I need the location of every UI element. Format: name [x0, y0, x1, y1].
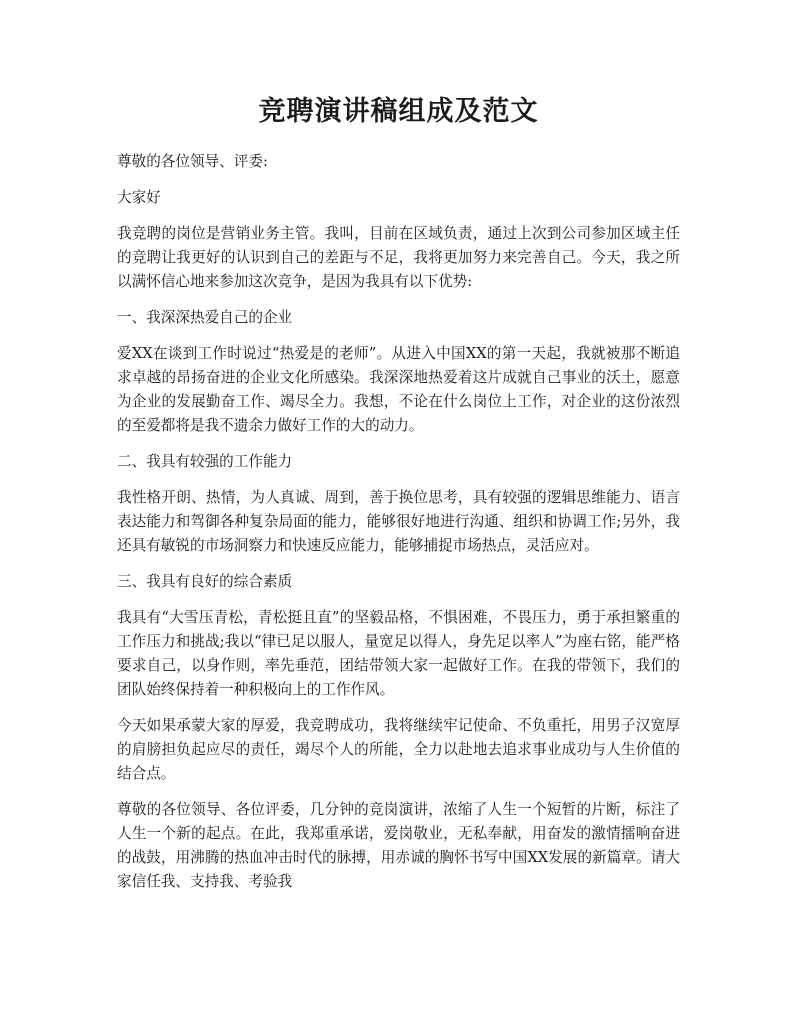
- section-heading-1: 一、我深深热爱自己的企业: [117, 309, 293, 326]
- section-heading-3: 三、我具有良好的综合素质: [117, 573, 293, 590]
- section-body-3: 我具有“大雪压青松，青松挺且直”的坚毅品格，不惧困难，不畏压力，勇于承担繁重的工作压力和挑战;我以“律已足以服人，量宽足以得人，身先足以率人”为座右铭，能严格要求自己，以身作则，率先垂范，团结带领大家一起做好工作。在我的带领下，我们的团队始终保持着一种积极向上的工作作风。: [117, 609, 680, 698]
- document-title: 竞聘演讲稿组成及范文: [258, 96, 539, 127]
- commitment-paragraph: 今天如果承蒙大家的厚爱，我竞聘成功，我将继续牢记使命、不负重托，用男子汉宽厚的肩膀担负起应尽的责任，竭尽个人的所能，全力以赴地去追求事业成功与人生价值的结合点。: [117, 717, 680, 782]
- greeting: 尊敬的各位领导、评委:: [117, 153, 268, 170]
- salutation: 大家好: [117, 189, 161, 206]
- section-body-1: 爱XX在谈到工作时说过“热爱是的老师”。从进入中国XX的第一天起，我就被那不断追求卓越的昂扬奋进的企业文化所感染。我深深地热爱着这片成就自己事业的沃土，愿意为企业的发展勤奋工作、竭尽全力。我想，不论在什么岗位上工作，对企业的这份浓烈的至爱都将是我不遗余力做好工作的大的动力。: [117, 345, 680, 434]
- section-heading-2: 二、我具有较强的工作能力: [117, 453, 293, 470]
- closing-paragraph: 尊敬的各位领导、各位评委，几分钟的竞岗演讲，浓缩了人生一个短暂的片断，标注了人生一个新的起点。在此，我郑重承诺，爱岗敬业，无私奉献，用奋发的激情擂响奋进的战鼓，用沸腾的热血冲击时代的脉搏，用赤诚的胸怀书写中国XX发展的新篇章。请大家信任我、支持我、考验我: [117, 801, 680, 890]
- section-body-2: 我性格开朗、热情，为人真诚、周到，善于换位思考，具有较强的逻辑思维能力、语言表达能力和驾御各种复杂局面的能力，能够很好地进行沟通、组织和协调工作;另外，我还具有敏锐的市场洞察力和快速反应能力，能够捕捉市场热点，灵活应对。: [117, 489, 680, 554]
- intro-paragraph: 我竞聘的岗位是营销业务主管。我叫，目前在区域负责，通过上次到公司参加区域主任的竞聘让我更好的认识到自己的差距与不足，我将更加努力来完善自己。今天，我之所以满怀信心地来参加这次竞争，是因为我具有以下优势:: [117, 225, 680, 290]
